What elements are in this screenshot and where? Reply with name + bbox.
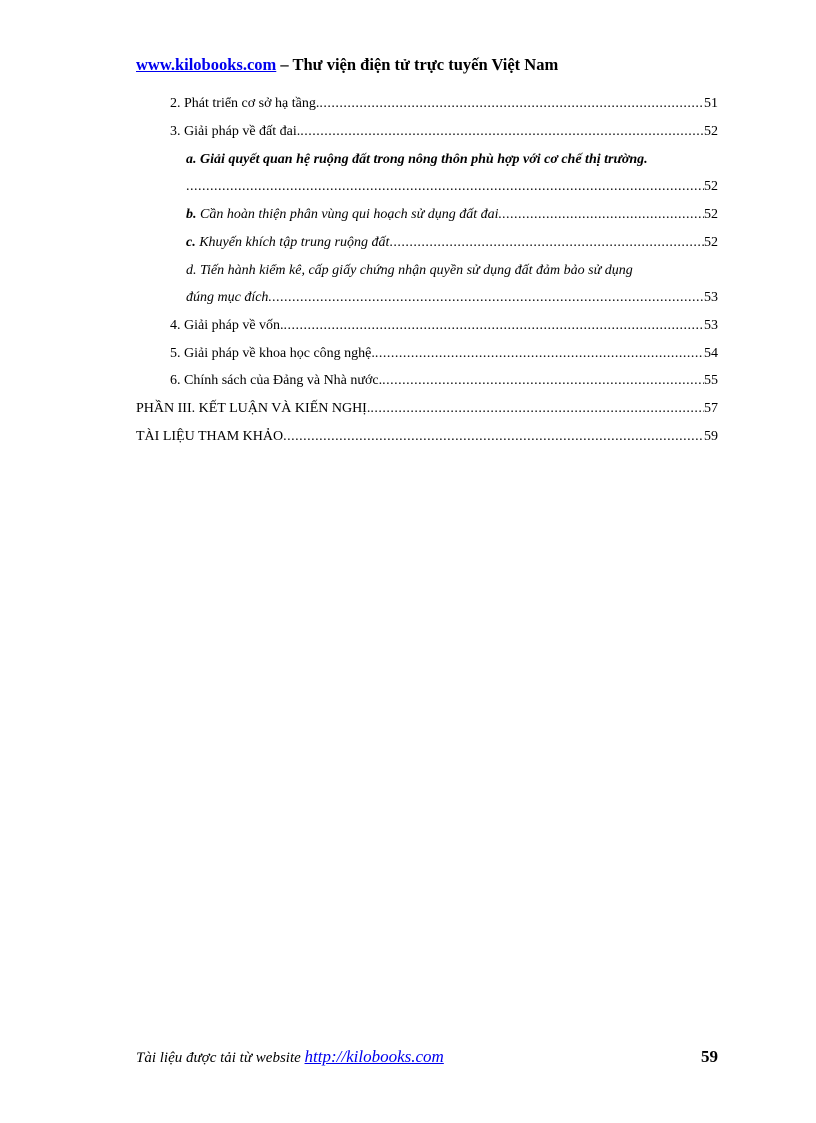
footer-link[interactable]: http://kilobooks.com (304, 1047, 444, 1066)
toc-leader-dots (283, 428, 704, 446)
toc-leader-dots (370, 400, 704, 418)
toc-entry[interactable] (170, 372, 718, 390)
header-separator: – (276, 55, 293, 74)
toc-leader-dots (382, 372, 704, 390)
toc-entry-page: 59 (704, 429, 718, 444)
toc-entry-page: 52 (704, 179, 718, 194)
toc-entry[interactable] (170, 317, 718, 335)
toc-entry-page: 52 (704, 235, 718, 250)
toc-entry-page: 53 (704, 290, 718, 305)
toc-entry[interactable] (186, 178, 718, 196)
toc-entry-page: 52 (704, 124, 718, 139)
toc-entry-title: PHẦN III. KẾT LUẬN VÀ KIẾN NGHỊ. (136, 401, 371, 416)
toc-entry-title-line1[interactable]: a. Giải quyết quan hệ ruộng đất trong nông thôn phù hợp với cơ chế thị trường. (186, 152, 648, 167)
toc-entry-title-line1[interactable]: d. Tiến hành kiểm kê, cấp giấy chứng nhận quyền sử dụng đất đảm bảo sử dụng (186, 263, 633, 278)
toc-entry-title: 4. Giải pháp về vốn. (170, 318, 284, 333)
toc-entry-title (186, 234, 389, 252)
toc-leader-dots (389, 234, 704, 252)
toc-entry[interactable] (186, 234, 718, 252)
page-footer (136, 1047, 718, 1067)
toc-entry[interactable] (170, 95, 718, 113)
toc-entry-title: 5. Giải pháp về khoa học công nghệ. (170, 346, 375, 361)
toc-entry-text: Cần hoàn thiện phân vùng qui hoạch sử dụng đất đai. (200, 207, 503, 222)
toc-entry-title (186, 206, 502, 224)
toc-entry-text: Khuyến khích tập trung ruộng đất (199, 235, 390, 250)
toc-entry[interactable] (170, 123, 718, 141)
toc-leader-dots (300, 123, 704, 141)
toc-entry-title: 3. Giải pháp về đất đai. (170, 124, 301, 139)
toc-entry-page: 54 (704, 346, 718, 361)
toc-entry-title: 6. Chính sách của Đảng và Nhà nước. (170, 373, 383, 388)
toc-entry-label: b. (186, 207, 197, 222)
toc-entry-label: c. (186, 235, 196, 250)
toc-entry[interactable] (170, 345, 718, 363)
page-header (136, 55, 558, 75)
toc-entry-page: 55 (704, 373, 718, 388)
toc-entry-page: 57 (704, 401, 718, 416)
toc-entry-page: 53 (704, 318, 718, 333)
footer-text: Tài liệu được tải từ website (136, 1050, 305, 1066)
toc-leader-dots (502, 206, 704, 224)
page-number: 59 (701, 1047, 718, 1066)
toc-entry-page: 51 (704, 96, 718, 111)
toc-entry-title: TÀI LIỆU THAM KHẢO (136, 429, 284, 444)
toc-leader-dots (319, 95, 704, 113)
site-link[interactable]: www.kilobooks.com (136, 55, 277, 74)
toc-leader-dots (284, 317, 704, 335)
toc-entry[interactable] (186, 289, 718, 307)
toc-entry[interactable] (136, 428, 718, 446)
toc-leader-dots (186, 178, 704, 196)
toc-leader-dots (375, 345, 704, 363)
toc-entry-title-line2: đúng mục đích. (186, 290, 272, 305)
toc-entry-title: 2. Phát triển cơ sở hạ tầng. (170, 96, 320, 111)
header-tagline: Thư viện điện tử trực tuyến Việt Nam (292, 55, 559, 74)
toc-entry-page: 52 (704, 207, 718, 222)
toc-leader-dots (272, 289, 704, 307)
toc-entry[interactable] (136, 400, 718, 418)
toc-entry[interactable] (186, 206, 718, 224)
